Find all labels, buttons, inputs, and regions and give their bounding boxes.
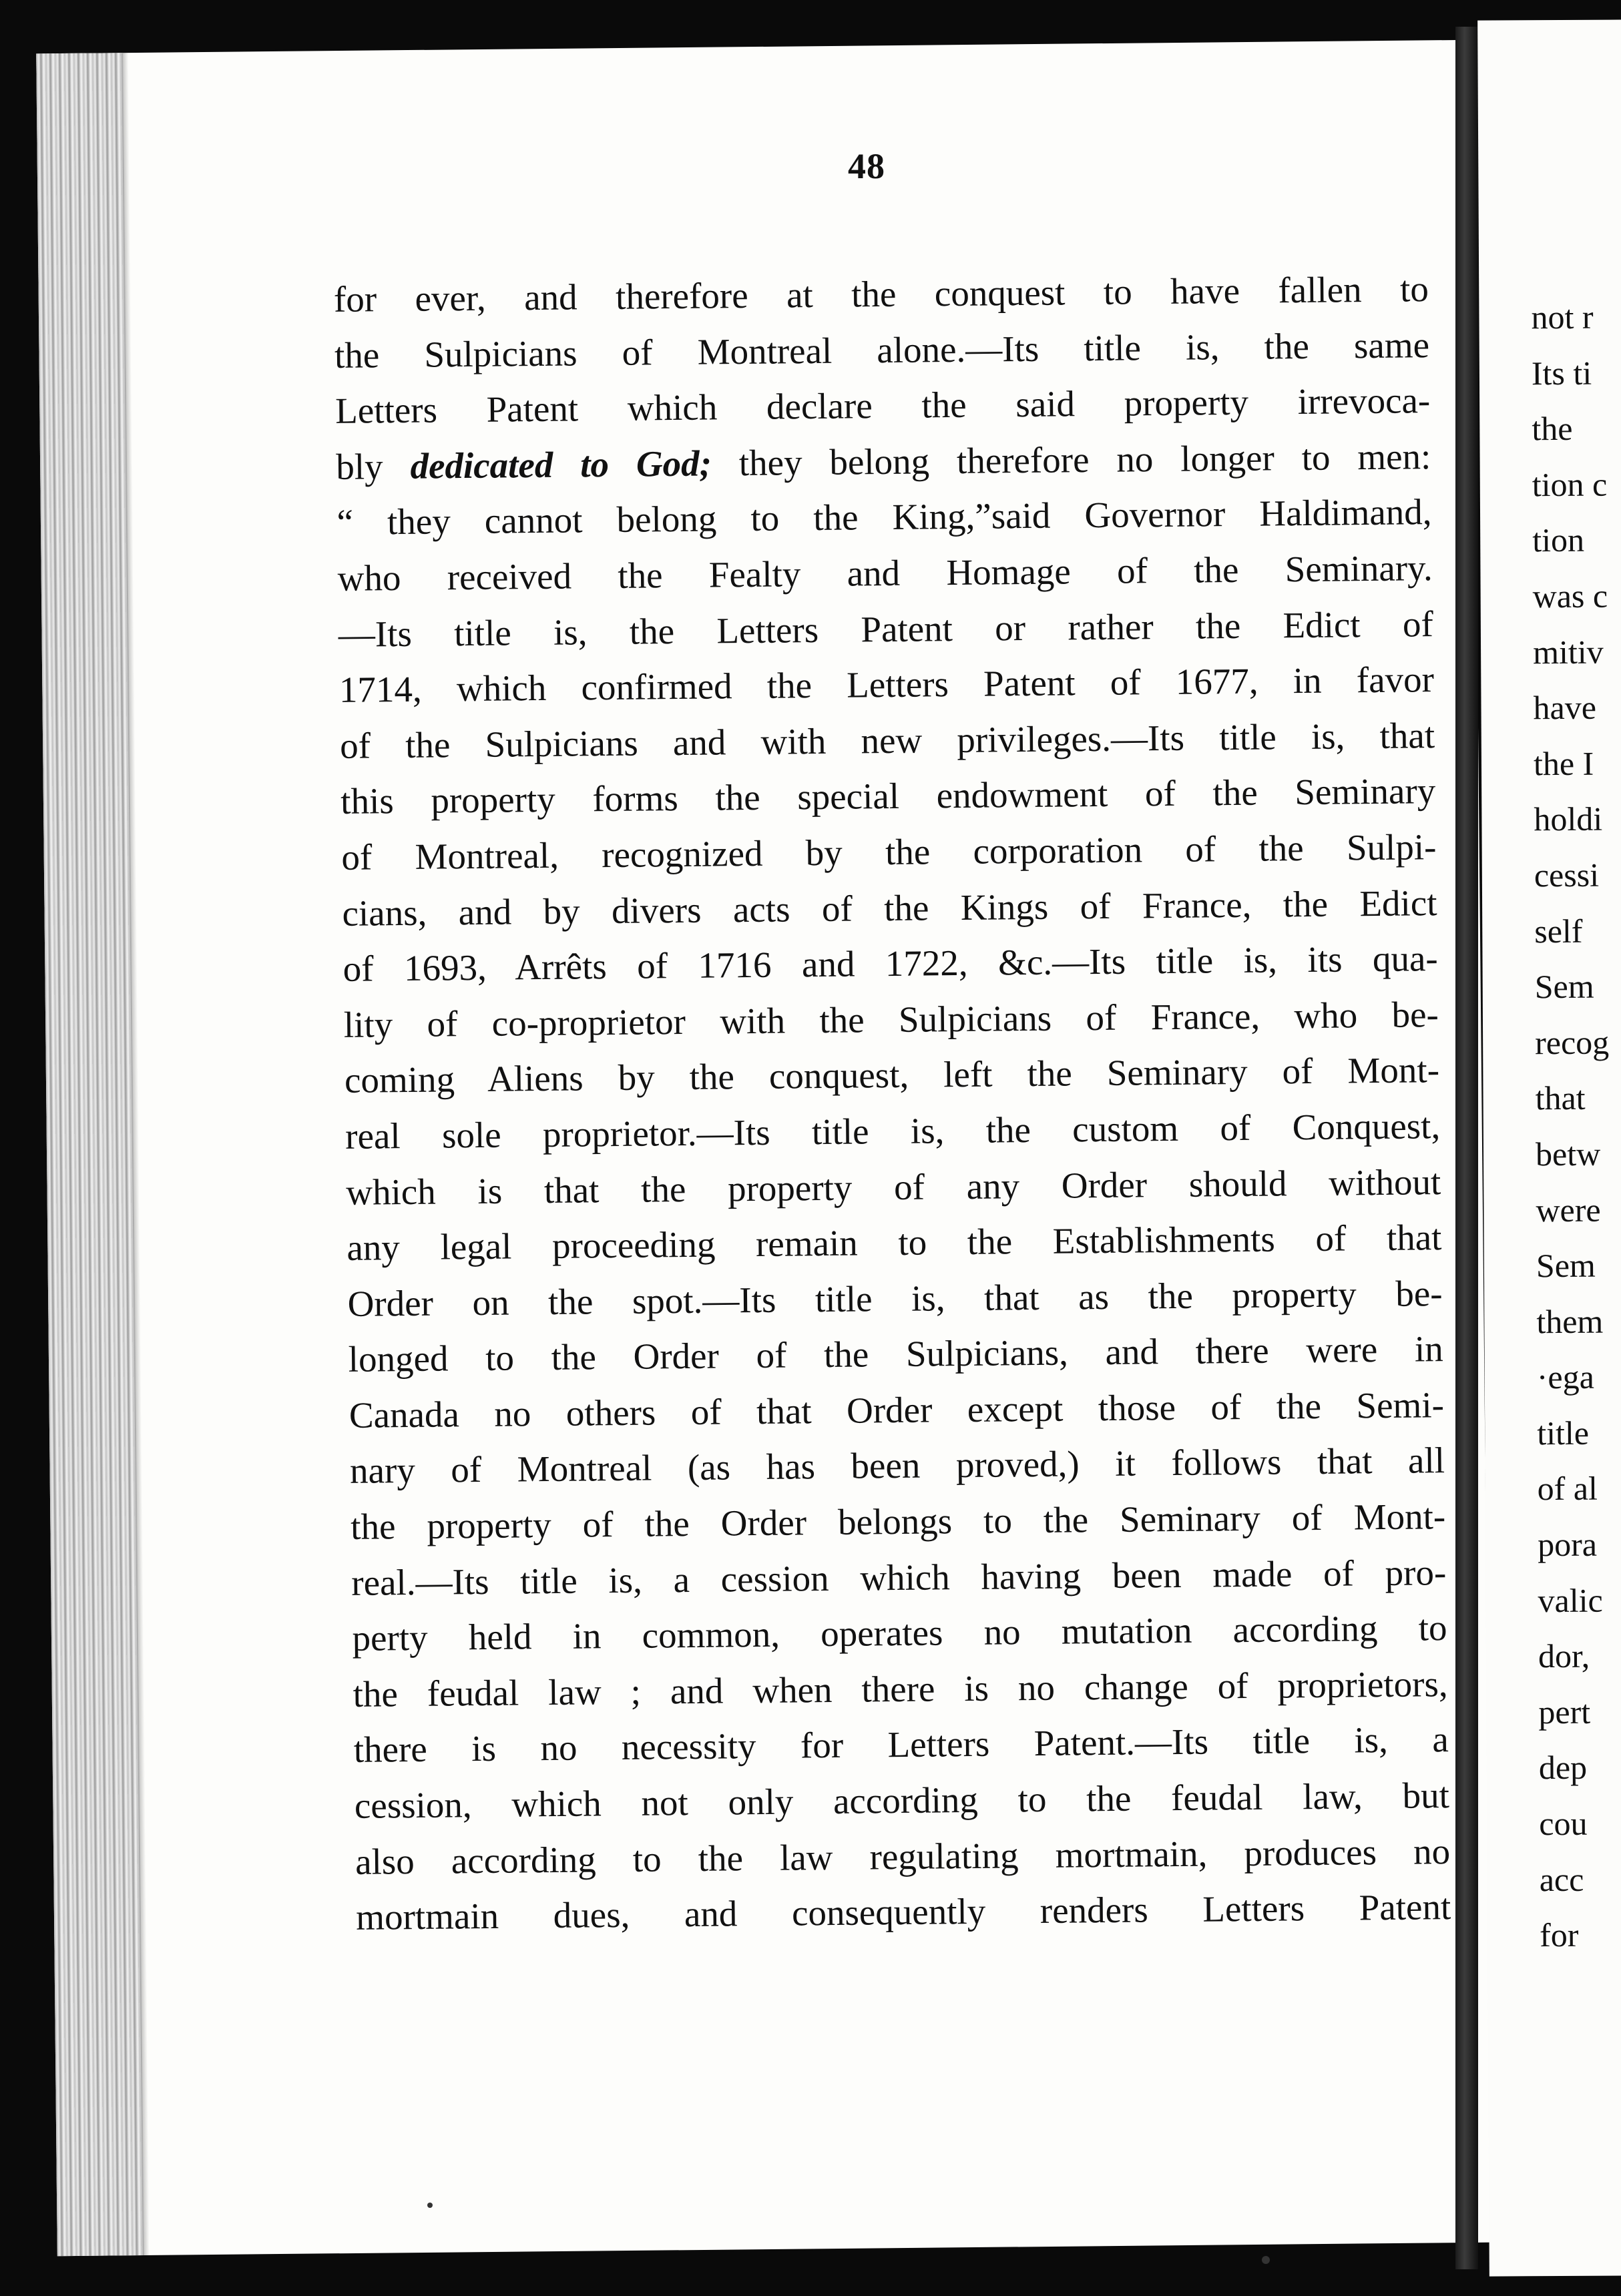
- facing-text-line: acc: [1539, 1860, 1584, 1898]
- text-segment: the Sulpicians of Montreal alone.—Its title is, the same: [334, 324, 1430, 376]
- text-segment: perty held in common, operates no mutation according to: [352, 1607, 1447, 1659]
- text-line: [336, 435, 1431, 501]
- text-segment: bly: [336, 445, 411, 487]
- text-segment: who received the Fealty and Homage of the Seminary.: [337, 547, 1433, 599]
- page-number: 48: [848, 146, 885, 186]
- text-line: [338, 602, 1434, 668]
- text-line: [340, 713, 1435, 780]
- facing-text-line: recog: [1535, 1023, 1610, 1061]
- text-segment: “ they cannot belong to the King,”said Governor Haldimand,: [336, 491, 1432, 543]
- facing-text-line: for: [1540, 1916, 1579, 1954]
- text-line: [349, 1383, 1445, 1449]
- text-line: [335, 378, 1431, 445]
- text-line: [344, 992, 1439, 1059]
- page-body-text: [333, 268, 1451, 1946]
- facing-text-line: Sem: [1534, 967, 1594, 1006]
- text-line: [354, 1718, 1449, 1784]
- facing-text-line: of al: [1537, 1470, 1598, 1508]
- text-segment: for ever, and therefore at the conquest to have fallen to: [333, 268, 1429, 320]
- text-line: [347, 1271, 1443, 1338]
- text-line: [355, 1829, 1451, 1896]
- text-segment: longed to the Order of the Sulpicians, and there were in: [348, 1328, 1443, 1380]
- facing-text-line: Its ti: [1531, 354, 1592, 392]
- text-segment: coming Aliens by the conquest, left the Seminary of Mont-: [344, 1049, 1440, 1101]
- text-segment: Letters Patent which declare the said property irrevoca-: [334, 380, 1431, 432]
- facing-text-line: tion: [1532, 521, 1585, 559]
- text-line: [344, 1048, 1440, 1114]
- text-segment: cession, which not only according to the feudal law, but: [354, 1775, 1450, 1826]
- facing-text-line: that: [1535, 1079, 1586, 1117]
- text-line: [352, 1606, 1447, 1672]
- text-segment: of 1693, Arrêts of 1716 and 1722, &c.—Its title is, its qua-: [342, 938, 1438, 989]
- text-segment: 1714, which confirmed the Letters Patent of 1677, in favor: [338, 659, 1435, 711]
- text-segment: nary of Montreal (as has been proved,) it follows that all: [349, 1440, 1445, 1492]
- text-segment: —Its title is, the Letters Patent or rather the Edict of: [338, 603, 1434, 655]
- facing-text-line: have: [1533, 688, 1597, 727]
- facing-text-line: the I: [1533, 744, 1594, 782]
- facing-text-line: pora: [1537, 1525, 1598, 1564]
- print-speck: [427, 2203, 433, 2208]
- text-line: [353, 1662, 1448, 1728]
- text-line: [334, 323, 1430, 389]
- text-line: [350, 1439, 1445, 1505]
- text-line: [346, 1215, 1442, 1281]
- facing-text-line: them: [1536, 1302, 1604, 1340]
- facing-text-line: the: [1532, 410, 1573, 448]
- text-segment: any legal proceeding remain to the Establishments of that: [346, 1217, 1442, 1268]
- text-segment: real sole proprietor.—Its title is, the custom of Conquest,: [344, 1105, 1441, 1157]
- facing-text-line: Sem: [1536, 1246, 1596, 1285]
- print-speck: [1262, 2256, 1270, 2264]
- facing-text-line: cessi: [1534, 856, 1600, 894]
- text-line: [341, 825, 1437, 891]
- text-line: [355, 1773, 1450, 1839]
- text-segment: Canada no others of that Order except those of the Semi-: [349, 1384, 1445, 1436]
- text-segment: of the Sulpicians and with new privileges.—Its title is, that: [339, 714, 1435, 766]
- text-line: [342, 881, 1437, 947]
- facing-text-line: was c: [1532, 577, 1608, 615]
- text-segment: the property of the Order belongs to the Seminary of Mont-: [350, 1496, 1446, 1547]
- text-segment: of Montreal, recognized by the corporation of the Sulpi-: [341, 826, 1437, 878]
- text-segment: the feudal law ; and when there is no change of proprietors,: [353, 1663, 1448, 1715]
- facing-text-line: dor,: [1538, 1637, 1590, 1675]
- text-segment: which is that the property of any Order should without: [346, 1161, 1441, 1213]
- facing-text-line: dep: [1538, 1749, 1588, 1787]
- italic-phrase: dedicated to God;: [410, 443, 712, 487]
- text-line: [334, 267, 1429, 333]
- facing-text-line: self: [1534, 912, 1583, 950]
- text-line: [339, 657, 1435, 724]
- text-line: [345, 1104, 1441, 1170]
- facing-text-line: were: [1536, 1191, 1601, 1229]
- text-segment: Order on the spot.—Its title is, that as the property be-: [347, 1272, 1443, 1324]
- text-segment: lity of co-proprietor with the Sulpicians of France, who be-: [343, 993, 1439, 1045]
- text-line: [346, 1160, 1441, 1226]
- facing-text-line: pert: [1538, 1693, 1591, 1731]
- text-line: [351, 1550, 1447, 1617]
- text-line: [351, 1494, 1446, 1560]
- facing-page: [1477, 19, 1621, 2276]
- facing-text-line: holdi: [1534, 800, 1603, 838]
- text-line: [337, 546, 1433, 612]
- facing-text-line: mitiv: [1532, 633, 1604, 671]
- text-line: [336, 491, 1432, 557]
- text-line: [348, 1327, 1443, 1393]
- text-line: [340, 769, 1436, 835]
- text-line: [342, 936, 1438, 1002]
- text-segment: they belong therefore no longer to men:: [711, 435, 1431, 484]
- facing-text-line: not r: [1531, 298, 1594, 336]
- facing-text-line: title: [1537, 1414, 1590, 1452]
- text-segment: real.—Its title is, a cession which having been made of pro-: [351, 1551, 1447, 1603]
- facing-text-line: cou: [1539, 1804, 1588, 1843]
- facing-text-line: tion c: [1532, 465, 1608, 503]
- text-line: [356, 1885, 1451, 1951]
- text-segment: mortmain dues, and consequently renders Letters Patent: [355, 1886, 1451, 1938]
- facing-text-line: valic: [1538, 1581, 1603, 1619]
- facing-text-line: betw: [1535, 1135, 1601, 1173]
- facing-page-text: [1531, 297, 1615, 1971]
- book-binding: [1455, 27, 1478, 2269]
- text-segment: also according to the law regulating mortmain, produces no: [355, 1830, 1451, 1882]
- text-segment: cians, and by divers acts of the Kings of France, the Edict: [342, 882, 1437, 934]
- text-segment: this property forms the special endowment of the Seminary: [340, 770, 1436, 822]
- facing-text-line: ·ega: [1536, 1358, 1594, 1396]
- text-segment: there is no necessity for Letters Patent.—Its title is, a: [353, 1719, 1449, 1771]
